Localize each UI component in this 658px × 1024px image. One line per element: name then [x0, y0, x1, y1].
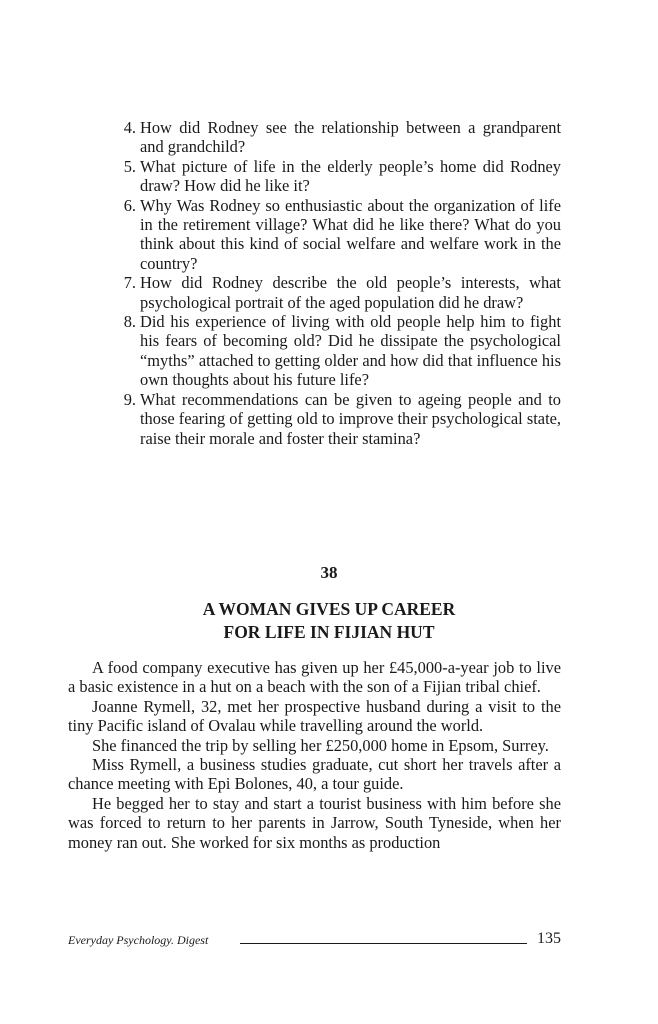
question-text: What recommendations can be given to ageing people and to those fearing of getting old to improve their psychological state, raise their morale and foster their stamina?: [140, 389, 561, 448]
title-line-2: FOR LIFE IN FIJIAN HUT: [223, 622, 435, 642]
list-item: [123, 273, 561, 312]
list-item: [123, 195, 561, 274]
paragraph: He begged her to stay and start a tourist business with him before she was forced to return to her parents in Jarrow, South Tyneside, when her money ran out. She worked for six months as production: [68, 793, 561, 852]
page-number: 135: [537, 930, 561, 947]
list-item: [123, 389, 561, 448]
question-number: 4.: [123, 118, 136, 137]
chapter-number: 38: [320, 563, 338, 582]
paragraph: A food company executive has given up her £45,000-a-year job to live a basic existence in a hut on a beach with the son of a Fijian tribal chief.: [68, 658, 561, 697]
question-text: Did his experience of living with old people help him to fight his fears of becoming old? Did he dissipate the psychological “myths” attached to getting older and how did that influence his own thoughts about his future life?: [140, 312, 561, 390]
title-line-1: A WOMAN GIVES UP CAREER: [202, 599, 456, 619]
page-footer: [68, 930, 561, 952]
article-title: [0, 598, 658, 644]
question-text: What picture of life in the elderly people’s home did Rodney draw? How did he like it?: [140, 156, 561, 196]
paragraph: Miss Rymell, a business studies graduate, cut short her travels after a chance meeting with Epi Bolones, 40, a tour guide.: [68, 755, 561, 794]
paragraph: Joanne Rymell, 32, met her prospective husband during a visit to the tiny Pacific island of Ovalau while travelling around the world.: [68, 696, 561, 736]
question-number: 8.: [123, 312, 136, 332]
question-text: How did Rodney see the relationship between a grandparent and grandchild?: [140, 118, 561, 157]
footer-rule: [240, 943, 527, 944]
list-item: [123, 156, 561, 196]
question-list: [0, 118, 658, 448]
article-body: [68, 658, 561, 852]
question-text: Why Was Rodney so enthusiastic about the organization of life in the retirement village? What did he like there? What do you think about this kind of social welfare and welfare work in the country?: [140, 195, 561, 273]
journal-name: Everyday Psychology. Digest: [68, 933, 209, 947]
list-item: [123, 118, 561, 157]
question-number: 5.: [123, 156, 136, 176]
question-number: 9.: [123, 389, 136, 409]
question-number: 6.: [123, 195, 136, 215]
question-text: How did Rodney describe the old people’s interests, what psychological portrait of the aged population did he draw?: [140, 273, 561, 312]
list-item: [123, 312, 561, 390]
paragraph: She financed the trip by selling her £250,000 home in Epsom, Surrey.: [92, 735, 549, 755]
question-number: 7.: [123, 273, 136, 293]
